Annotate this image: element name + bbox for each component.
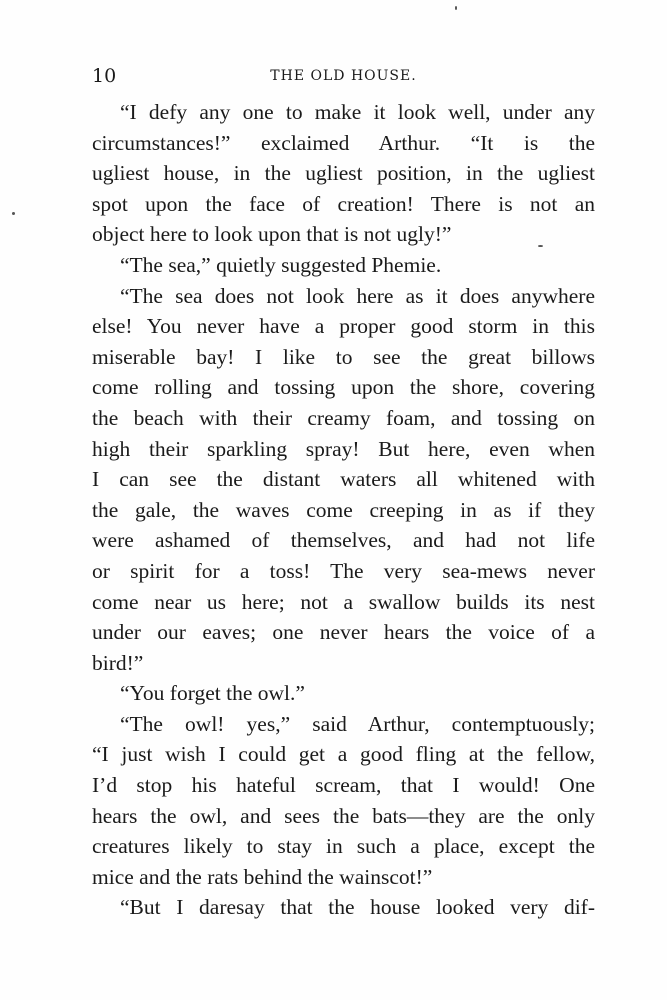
text-line: “You forget the owl.”	[120, 681, 305, 706]
text-line: ugliest house, in the ugliest position, in the ugliest	[92, 161, 595, 186]
text-line: “The sea,” quietly suggested Phemie.	[120, 252, 442, 277]
text-line: “I just wish I could get a good fling at the fellow,	[92, 742, 595, 767]
running-head	[92, 64, 595, 88]
page-number: 10	[92, 65, 117, 87]
text-line: high their sparkling spray! But here, even when	[92, 436, 595, 461]
text-line: under our eaves; one never hears the voice of a	[92, 620, 595, 645]
text-line: “I defy any one to make it look well, under any	[120, 100, 595, 124]
text-line: the beach with their creamy foam, and tossing on	[92, 405, 595, 430]
body-text	[92, 97, 595, 923]
text-line: “The owl! yes,” said Arthur, contemptuously;	[120, 711, 595, 736]
text-line: were ashamed of themselves, and had not life	[92, 528, 595, 553]
text-line: else! You never have a proper good storm in this	[92, 314, 595, 339]
paragraph	[92, 281, 595, 679]
text-line: circumstances!” exclaimed Arthur. “It is the	[92, 130, 595, 155]
text-line: or spirit for a toss! The very sea-mews never	[92, 558, 595, 583]
paragraph	[92, 892, 595, 923]
text-line: object here to look upon that is not ugly!”	[92, 222, 452, 247]
print-speck	[538, 245, 543, 247]
paragraph	[92, 709, 595, 893]
paragraph	[92, 250, 595, 281]
running-title: THE OLD HOUSE.	[270, 68, 417, 84]
text-line: hears the owl, and sees the bats—they are the only	[92, 803, 595, 828]
text-line: I can see the distant waters all whitened with	[92, 467, 595, 492]
text-line: “The sea does not look here as it does anywhere	[120, 283, 595, 308]
print-speck	[12, 212, 15, 215]
paragraph	[92, 678, 595, 709]
text-line: spot upon the face of creation! There is not an	[92, 191, 595, 216]
text-line: mice and the rats behind the wainscot!”	[92, 864, 433, 889]
text-line: the gale, the waves come creeping in as if they	[92, 497, 595, 522]
text-line: creatures likely to stay in such a place, except the	[92, 834, 595, 859]
paragraph	[92, 97, 595, 250]
text-line: I’d stop his hateful scream, that I would! One	[92, 773, 595, 798]
print-speck	[455, 6, 457, 10]
text-line: “But I daresay that the house looked very dif-	[120, 895, 595, 920]
text-line: come near us here; not a swallow builds its nest	[92, 589, 595, 614]
text-line: miserable bay! I like to see the great billows	[92, 344, 595, 369]
text-line: bird!”	[92, 650, 144, 675]
text-line: come rolling and tossing upon the shore, covering	[92, 375, 595, 400]
